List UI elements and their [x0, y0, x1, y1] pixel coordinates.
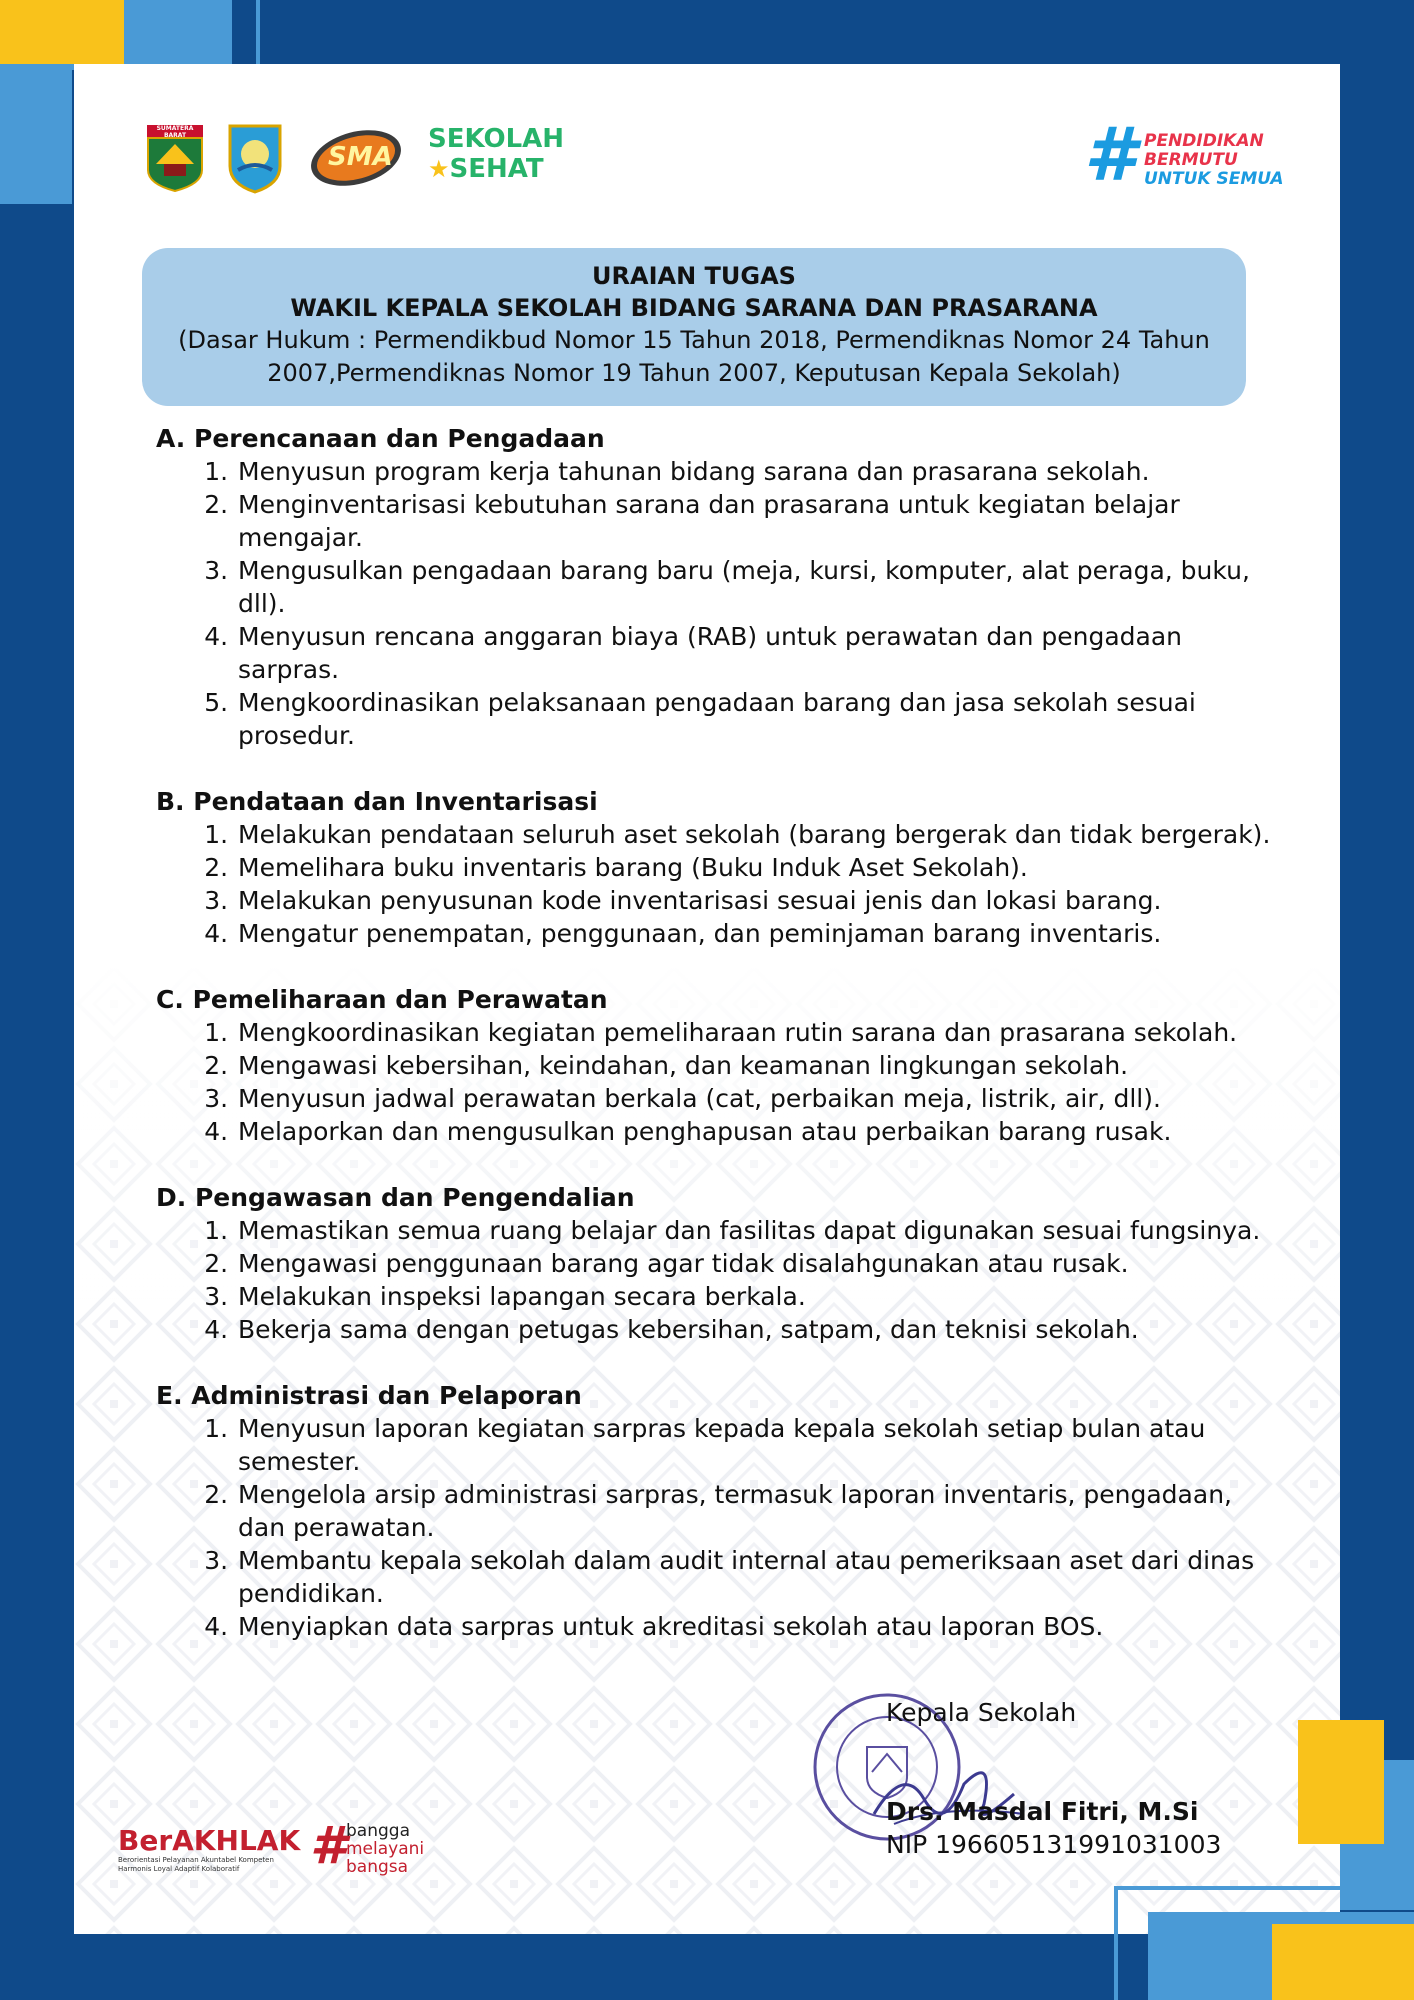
- document-subtitle: WAKIL KEPALA SEKOLAH BIDANG SARANA DAN PRASARANA: [290, 294, 1098, 322]
- section-c: [156, 983, 1286, 1148]
- berakhlak-sub1: Berorientasi Pelayanan Akuntabel Kompeten: [118, 1856, 274, 1864]
- duty-list: [156, 455, 1286, 752]
- list-item: 4. Melaporkan dan mengusulkan penghapusan atau perbaikan barang rusak.: [236, 1115, 1286, 1148]
- document-page: [74, 64, 1340, 1934]
- bangga-line3: bangsa: [346, 1857, 409, 1877]
- sma-logo-label: SMA: [328, 142, 393, 172]
- section-b: [156, 785, 1286, 950]
- section-title: A. Perencanaan dan Pengadaan: [156, 424, 605, 453]
- list-item: 1. Melakukan pendataan seluruh aset sekolah (barang bergerak dan tidak bergerak).: [236, 818, 1286, 851]
- signer-nip: NIP 196605131991031003: [886, 1830, 1222, 1859]
- campaign-line3: UNTUK SEMUA: [1144, 169, 1284, 189]
- list-item: 4. Bekerja sama dengan petugas kebersihan, satpam, dan teknisi sekolah.: [236, 1313, 1286, 1346]
- list-item: 1. Memastikan semua ruang belajar dan fasilitas dapat digunakan sesuai fungsinya.: [236, 1214, 1286, 1247]
- section-a: [156, 422, 1286, 752]
- list-item: 2. Memelihara buku inventaris barang (Buku Induk Aset Sekolah).: [236, 851, 1286, 884]
- list-item: 3. Membantu kepala sekolah dalam audit internal atau pemeriksaan aset dari dinas pendidikan.: [236, 1544, 1286, 1610]
- berakhlak-logo: [118, 1826, 318, 1874]
- list-item: 2. Menginventarisasi kebutuhan sarana dan prasarana untuk kegiatan belajar mengajar.: [236, 488, 1286, 554]
- list-item: 3. Menyusun jadwal perawatan berkala (cat, perbaikan meja, listrik, air, dll).: [236, 1082, 1286, 1115]
- signature-block: [886, 1696, 1221, 1861]
- list-item: 2. Mengawasi penggunaan barang agar tidak disalahgunakan atau rusak.: [236, 1247, 1286, 1280]
- section-e: [156, 1379, 1286, 1643]
- list-item: 4. Mengatur penempatan, penggunaan, dan peminjaman barang inventaris.: [236, 917, 1286, 950]
- duty-list: [156, 818, 1286, 950]
- section-d: [156, 1181, 1286, 1346]
- berakhlak-sub2: Harmonis Loyal Adaptif Kolaboratif: [118, 1865, 240, 1873]
- signer-role: Kepala Sekolah: [886, 1698, 1077, 1727]
- section-title: E. Administrasi dan Pelaporan: [156, 1381, 582, 1410]
- list-item: 1. Menyusun laporan kegiatan sarpras kepada kepala sekolah setiap bulan atau semester.: [236, 1412, 1286, 1478]
- document-title: URAIAN TUGAS: [592, 262, 796, 290]
- sekolah-sehat-line2: SEHAT: [449, 154, 544, 184]
- campaign-logo: [1084, 112, 1294, 198]
- province-logo: [146, 124, 204, 192]
- header-box: [142, 248, 1246, 406]
- list-item: 5. Mengkoordinasikan pelaksanaan pengadaan barang dan jasa sekolah sesuai prosedur.: [236, 686, 1286, 752]
- list-item: 1. Menyusun program kerja tahunan bidang sarana dan prasarana sekolah.: [236, 455, 1286, 488]
- corner-block-light-blue-left: [0, 64, 72, 204]
- bangga-line1: bangga: [346, 1821, 410, 1841]
- sekolah-sehat-line1: SEKOLAH: [428, 124, 565, 154]
- list-item: 1. Mengkoordinasikan kegiatan pemeliharaan rutin sarana dan prasarana sekolah.: [236, 1016, 1286, 1049]
- section-title: B. Pendataan dan Inventarisasi: [156, 787, 598, 816]
- duties-content: [156, 422, 1286, 1676]
- corner-block-yellow-bottom: [1272, 1924, 1414, 2000]
- bangga-line2: melayani: [346, 1839, 425, 1859]
- hashtag-icon: #: [310, 1816, 347, 1876]
- duty-list: [156, 1214, 1286, 1346]
- campaign-line1: PENDIDIKAN: [1144, 131, 1264, 151]
- campaign-line2: BERMUTU: [1144, 150, 1238, 170]
- legal-basis: (Dasar Hukum : Permendikbud Nomor 15 Tahun 2018, Permendiknas Nomor 24 Tahun 2007,Permendiknas Nomor 19 Tahun 2007, Keputusan Kepala Sekolah): [178, 326, 1210, 387]
- sma-logo: [306, 124, 406, 192]
- list-item: 3. Melakukan penyusunan kode inventarisasi sesuai jenis dan lokasi barang.: [236, 884, 1286, 917]
- corner-block-yellow-right: [1298, 1720, 1384, 1844]
- list-item: 2. Mengelola arsip administrasi sarpras, termasuk laporan inventaris, pengadaan, dan perawatan.: [236, 1478, 1286, 1544]
- list-item: 4. Menyusun rencana anggaran biaya (RAB) untuk perawatan dan pengadaan sarpras.: [236, 620, 1286, 686]
- sekolah-sehat-logo: [428, 124, 565, 192]
- duty-list: [156, 1016, 1286, 1148]
- signer-name: Drs. Masdal Fitri, M.Si: [886, 1797, 1199, 1826]
- section-title: D. Pengawasan dan Pengendalian: [156, 1183, 635, 1212]
- list-item: 3. Melakukan inspeksi lapangan secara berkala.: [236, 1280, 1286, 1313]
- section-title: C. Pemeliharaan dan Perawatan: [156, 985, 608, 1014]
- list-item: 3. Mengusulkan pengadaan barang baru (meja, kursi, komputer, alat peraga, buku, dll).: [236, 554, 1286, 620]
- province-logo-label: SUMATERA BARAT: [156, 125, 194, 139]
- duty-list: [156, 1412, 1286, 1643]
- regency-logo: [224, 122, 286, 194]
- hashtag-icon: #: [1084, 112, 1136, 198]
- list-item: 2. Mengawasi kebersihan, keindahan, dan keamanan lingkungan sekolah.: [236, 1049, 1286, 1082]
- berakhlak-title: BerAKHLAK: [118, 1824, 301, 1857]
- list-item: 4. Menyiapkan data sarpras untuk akreditasi sekolah atau laporan BOS.: [236, 1610, 1286, 1643]
- star-icon: ★: [428, 155, 450, 183]
